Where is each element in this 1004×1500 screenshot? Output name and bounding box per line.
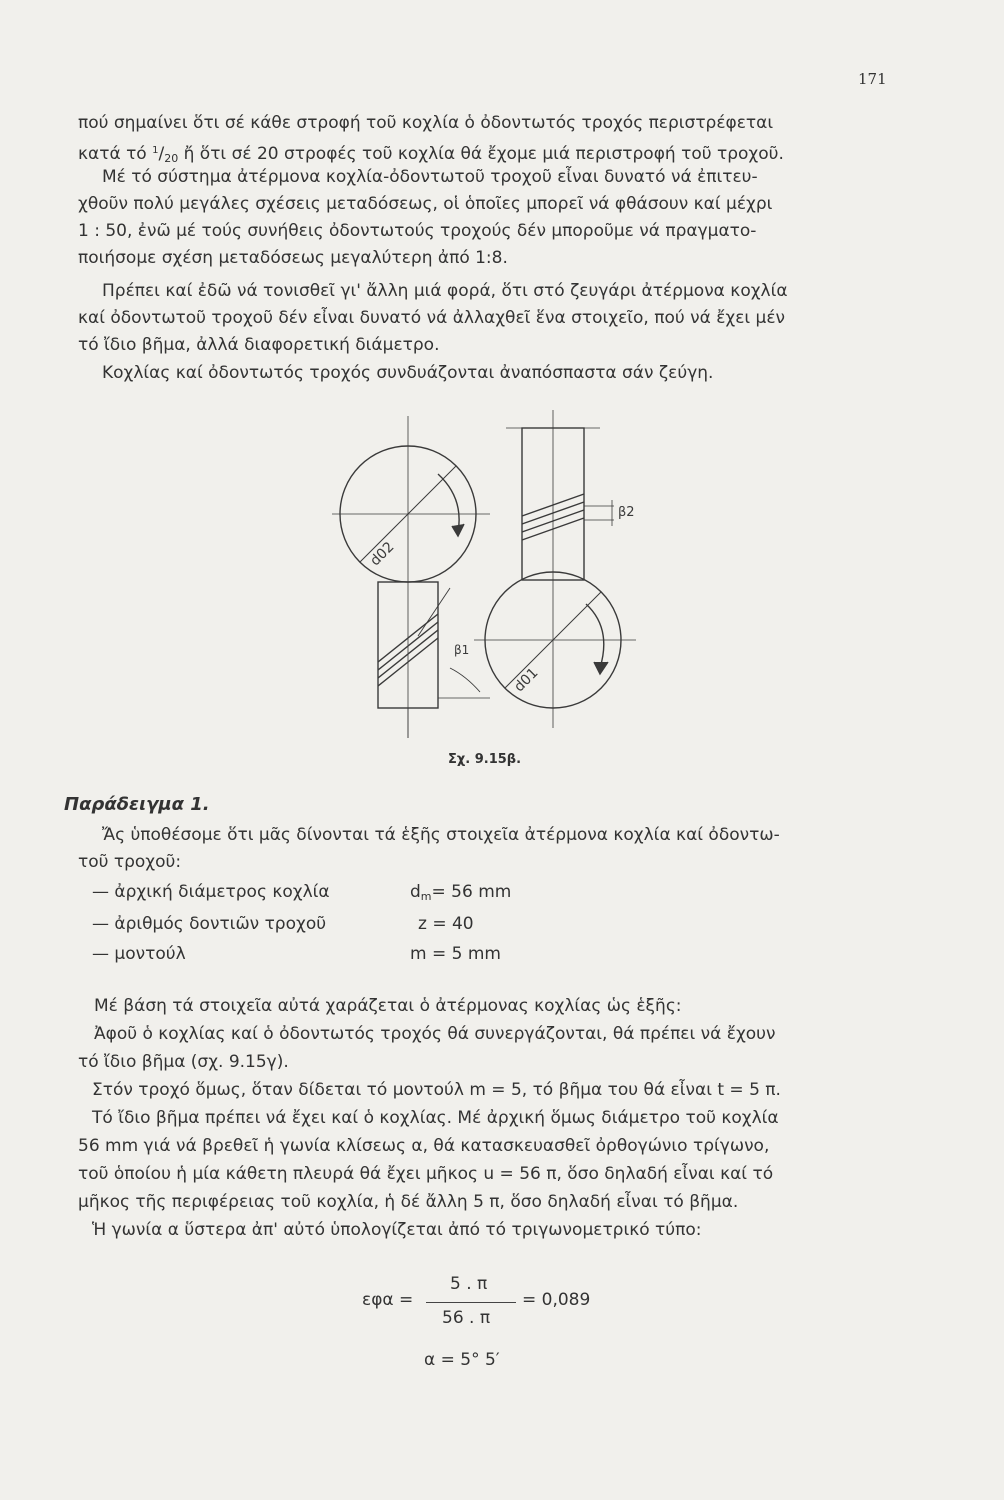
given-label: — μοντούλ [92, 944, 186, 964]
text-line: Πρέπει καί ἐδῶ νά τονισθεῖ γι' ἄλλη μιά φορά, ὅτι στό ζευγάρι ἀτέρμονα κοχλία [102, 281, 788, 301]
text-line: Ἄς ὑποθέσομε ὅτι μᾶς δίνονται τά ἑξῆς στοιχεῖα ἀτέρμονα κοχλία καί ὀδοντω- [102, 825, 780, 845]
text-line: μῆκος τῆς περιφέρειας τοῦ κοχλία, ἡ δέ ἄλλη 5 π, ὅσο δηλαδή εἶναι τό βῆμα. [78, 1192, 739, 1212]
text-line: τό ἴδιο βῆμα, ἀλλά διαφορετική διάμετρο. [78, 335, 440, 355]
value-text: = 56 mm [431, 882, 512, 902]
text-line: 1 : 50, ἐνῶ μέ τούς συνήθεις ὀδοντωτούς τροχούς δέν μποροῦμε νά πραγματο- [78, 221, 757, 241]
paragraph-3 [78, 278, 908, 359]
example-body [78, 992, 908, 1244]
text-line: ποιήσομε σχέση μεταδόσεως μεγαλύτερη ἀπό 1:8. [78, 248, 508, 268]
symbol-d: d [410, 882, 421, 902]
text-line: Στόν τροχό ὅμως, ὅταν δίδεται τό μοντούλ m = 5, τό βῆμα του θά εἶναι t = 5 π. [92, 1080, 781, 1100]
text-span: ἤ ὅτι σέ 20 στροφές τοῦ κοχλία θά ἔχομε μιά περιστροφή τοῦ τροχοῦ. [178, 144, 784, 164]
helix-line [418, 588, 450, 636]
formula-lhs: εφα = [362, 1290, 414, 1310]
paragraph-4 [78, 360, 908, 387]
given-label: — ἀριθμός δοντιῶν τροχοῦ [92, 914, 327, 934]
text-line: 56 mm γιά νά βρεθεῖ ἡ γωνία κλίσεως α, θά κατασκευασθεῖ ὀρθογώνιο τρίγωνο, [78, 1136, 770, 1156]
text-line: χθοῦν πολύ μεγάλες σχέσεις μεταδόσεως, οἱ ὁποῖες μπορεῖ νά φθάσουν καί μέχρι [78, 194, 773, 214]
text-line: τοῦ ὁποίου ἡ μία κάθετη πλευρά θά ἔχει μῆκος u = 56 π, ὅσο δηλαδή εἶναι καί τό [78, 1164, 774, 1184]
given-row-diameter [92, 882, 512, 903]
figure-caption: Σχ. 9.15β. [448, 752, 522, 767]
given-label: — ἀρχική διάμετρος κοχλία [92, 882, 330, 902]
text-line: Μέ βάση τά στοιχεῖα αὐτά χαράζεται ὁ ἀτέρμονας κοχλίας ὡς ἑξῆς: [94, 996, 682, 1016]
fraction-numerator: 1 [152, 145, 159, 156]
text-line: Τό ἴδιο βῆμα πρέπει νά ἔχει καί ὁ κοχλίας. Μέ ἀρχική ὅμως διάμετρο τοῦ κοχλία [92, 1108, 779, 1128]
text-line: τό ἴδιο βῆμα (σχ. 9.15γ). [78, 1052, 289, 1072]
rotation-arrowhead-left [452, 524, 464, 536]
given-row-module [92, 944, 501, 964]
subscript-m: m [420, 890, 432, 903]
text-line: καί ὀδοντωτοῦ τροχοῦ δέν εἶναι δυνατό νά ἀλλαχθεῖ ἕνα στοιχεῖο, πού νά ἔχει μέν [78, 308, 786, 328]
beta1-arc [450, 668, 480, 692]
fraction-denominator: 20 [164, 152, 179, 165]
example-heading: Παράδειγμα 1. [64, 794, 210, 815]
label-b2: β2 [618, 505, 635, 520]
rotation-arrowhead-right [594, 662, 608, 674]
page-number: 171 [858, 70, 887, 88]
rotation-arrow-right [586, 604, 604, 668]
given-row-teeth [92, 914, 474, 934]
label-d02: d02 [367, 539, 398, 570]
example-intro [78, 822, 908, 876]
label-d01: d01 [511, 665, 542, 696]
formula-denominator: 56 . π [442, 1308, 491, 1328]
given-value: z = 40 [418, 914, 474, 934]
worm-gear-figure [330, 408, 650, 748]
formula-angle: α = 5° 5′ [424, 1350, 500, 1370]
rotation-arrow-left [438, 474, 459, 532]
text-line: τοῦ τροχοῦ: [78, 852, 182, 872]
label-b1: β1 [454, 643, 470, 657]
given-value [410, 882, 511, 903]
fraction-bar [426, 1302, 516, 1303]
text-line: πού σημαίνει ὅτι σέ κάθε στροφή τοῦ κοχλία ὁ ὀδοντωτός τροχός περιστρέφεται [78, 113, 774, 133]
formula-numerator: 5 . π [450, 1274, 488, 1294]
paragraph-1 [78, 110, 908, 172]
text-span: κατά τό [78, 144, 153, 164]
given-value: m = 5 mm [410, 944, 501, 964]
formula-result: = 0,089 [522, 1290, 591, 1310]
paragraph-2 [78, 164, 908, 272]
text-line: Ἡ γωνία α ὕστερα ἀπ' αὐτό ὑπολογίζεται ἀπό τό τριγωνομετρικό τύπο: [92, 1220, 702, 1240]
left-assembly [332, 416, 490, 738]
text-line: Κοχλίας καί ὀδοντωτός τροχός συνδυάζονται ἀναπόσπαστα σάν ζεύγη. [102, 363, 714, 383]
text-line: Ἀφοῦ ὁ κοχλίας καί ὁ ὀδοντωτός τροχός θά συνεργάζονται, θά πρέπει νά ἔχουν [94, 1024, 776, 1044]
text-line: Μέ τό σύστημα ἀτέρμονα κοχλία-ὀδοντωτοῦ τροχοῦ εἶναι δυνατό νά ἐπιτευ- [102, 167, 758, 187]
right-assembly [474, 410, 636, 728]
fraction-slash: / [158, 144, 165, 164]
